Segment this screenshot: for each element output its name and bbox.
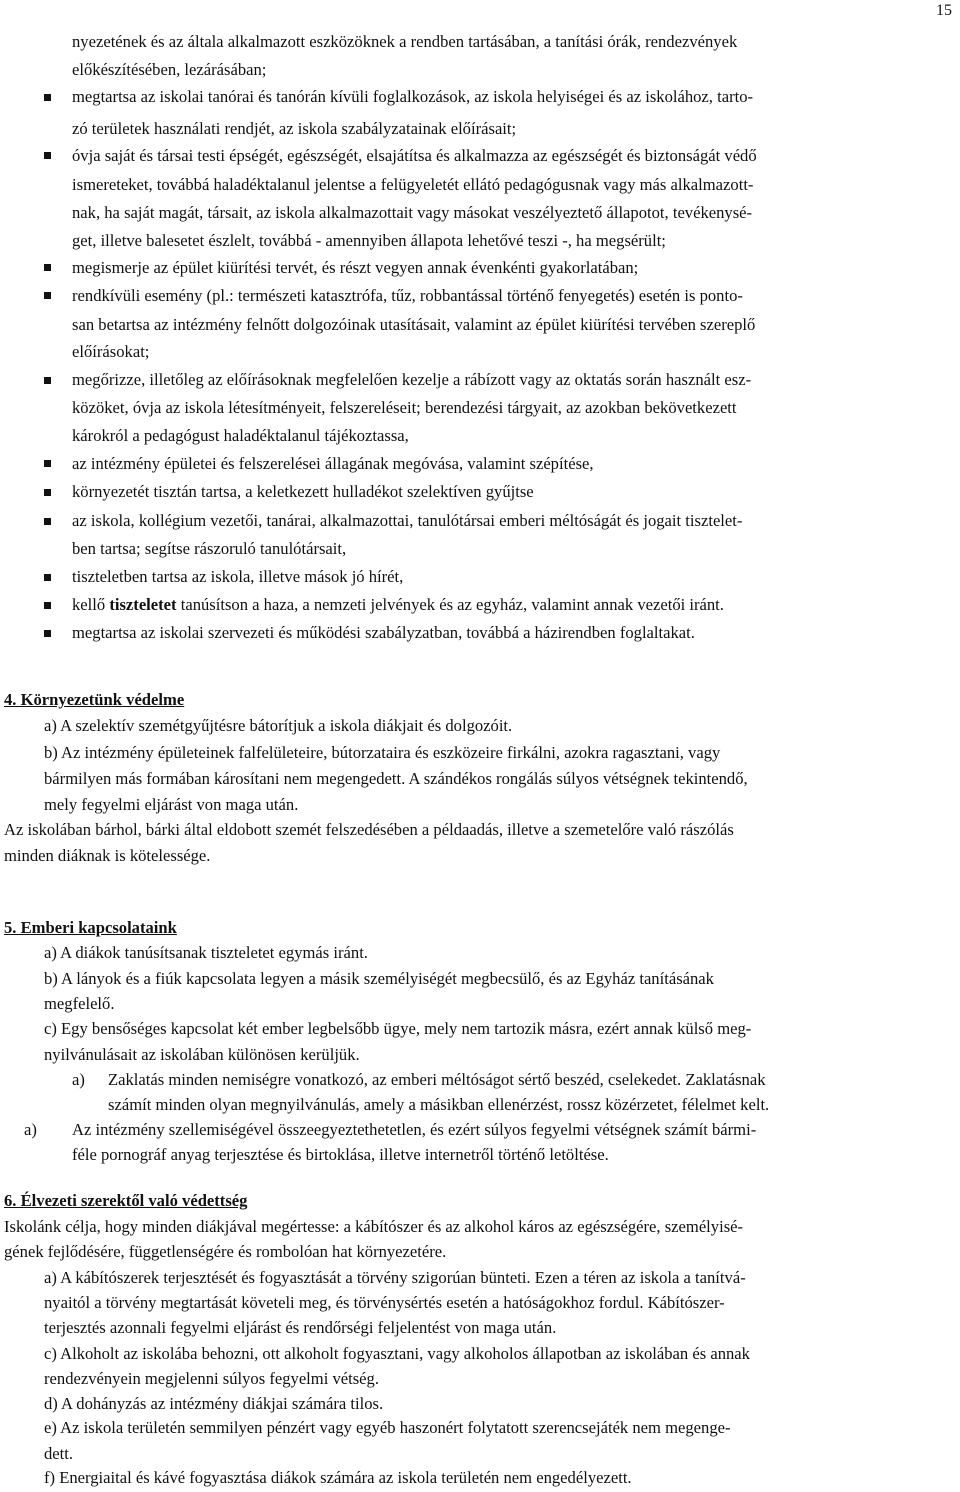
paragraph-line: számít minden olyan megnyilvánulás, amely a másikban ellenérzést, rossz közérzetet, félelmet kelt. — [108, 1095, 770, 1114]
list-line: az intézmény épületei és felszerelései állagának megóvása, valamint szépítése, — [72, 454, 594, 473]
paragraph-line: mely fegyelmi eljárást von maga után. — [44, 795, 299, 814]
list-line: tiszteletben tartsa az iskola, illetve mások jó hírét, — [72, 567, 404, 586]
list-line: ben tartsa; segítse rászoruló tanulótársait, — [72, 539, 347, 558]
respect-text-bold: tiszteletet — [109, 595, 177, 614]
bullet-marker — [44, 602, 51, 609]
paragraph-line: c) Alkoholt az iskolába behozni, ott alkoholt fogyasztani, vagy alkoholos állapotban az iskolában és annak — [44, 1344, 750, 1363]
paragraph-line: Zaklatás minden nemiségre vonatkozó, az emberi méltóságot sértő beszéd, cselekedet. Zaklatásnak — [108, 1070, 766, 1089]
list-line: környezetét tisztán tartsa, a keletkezett hulladékot szelektíven gyűjtse — [72, 482, 534, 501]
paragraph-line: dett. — [44, 1444, 74, 1463]
bullet-marker — [44, 264, 51, 271]
list-line: előírásokat; — [72, 342, 150, 361]
paragraph-line: f) Energiaital és kávé fogyasztása diákok számára az iskola területén nem engedélyezett. — [44, 1468, 632, 1487]
bullet-marker — [44, 574, 51, 581]
sub-item-marker: a) — [72, 1070, 85, 1089]
paragraph-line: terjesztés azonnali fegyelmi eljárást és rendőrségi feljelentést von maga után. — [44, 1318, 557, 1337]
respect-text-before: kellő — [72, 595, 110, 614]
paragraph-line: a) A szelektív szemétgyűjtésre bátorítjuk a iskola diákjait és dolgozóit. — [44, 716, 513, 735]
list-line: óvja saját és társai testi épségét, egészségét, elsajátítsa és alkalmazza az egészségét és biztonságát védő — [72, 146, 757, 165]
paragraph-line: Az iskolában bárhol, bárki által eldobott szemét felszedésében a példaadás, illetve a szemetelőre való rászólás — [4, 820, 734, 839]
bullet-marker — [44, 630, 51, 637]
list-line: megtartsa az iskolai tanórai és tanórán kívüli foglalkozások, az iskola helyiségei és az iskolához, tarto- — [72, 87, 754, 106]
paragraph-line: nyilvánulásait az iskolában különösen kerüljük. — [44, 1045, 360, 1064]
paragraph-line: b) Az intézmény épületeinek falfelületeire, bútorzataira és eszközeire firkálni, azokra ragasztani, vagy — [44, 743, 721, 762]
list-line: megtartsa az iskolai szervezeti és működési szabályzatban, továbbá a házirendben foglaltakat. — [72, 623, 695, 642]
section-heading: 6. Élvezeti szerektől való védettség — [4, 1191, 248, 1210]
paragraph-line: e) Az iskola területén semmilyen pénzért vagy egyéb haszonért folytatott szerencsejáték nem megenge- — [44, 1418, 731, 1437]
list-line: nak, ha saját magát, társait, az iskola alkalmazottait vagy másokat veszélyeztető állapotot, tevékenysé- — [72, 203, 753, 222]
list-line-respect — [72, 597, 724, 614]
paragraph-line: a) A diákok tanúsítsanak tiszteletet egymás iránt. — [44, 943, 368, 962]
bullet-marker — [44, 518, 51, 525]
paragraph-line: d) A dohányzás az intézmény diákjai számára tilos. — [44, 1394, 384, 1413]
bullet-marker — [44, 94, 51, 101]
list-line: közöket, óvja az iskola létesítményeit, felszereléseit; berendezési tárgyait, az azokban bekövetkezett — [72, 398, 737, 417]
list-line: megőrizze, illetőleg az előírásoknak megfelelően kezelje a rábízott vagy az oktatás során használt esz- — [72, 370, 752, 389]
paragraph-line: nyaitól a törvény megtartását követeli meg, és törvénysértés esetén a hatóságokhoz fordul. Kábítószer- — [44, 1293, 725, 1312]
bullet-marker — [44, 489, 51, 496]
list-line: nyezetének és az általa alkalmazott eszközöknek a rendben tartásában, a tanítási órák, rendezvények — [72, 32, 738, 51]
respect-text-after: tanúsítson a haza, a nemzeti jelvények és az egyház, valamint annak vezetői iránt. — [176, 595, 724, 614]
paragraph-line: bármilyen más formában károsítani nem megengedett. A szándékos rongálás súlyos vétségnek tekintendő, — [44, 769, 748, 788]
list-line: az iskola, kollégium vezetői, tanárai, alkalmazottai, tanulótársai emberi méltóságát és jogait tisztelet- — [72, 511, 743, 530]
paragraph-line: Iskolánk célja, hogy minden diákjával megértesse: a kábítószer és az alkohol káros az egészségére, személyisé- — [4, 1217, 744, 1236]
list-line: get, illetve balesetet észlelt, továbbá - amennyiben állapota lehetővé teszi -, ha megsérült; — [72, 231, 666, 250]
paragraph-line: megfelelő. — [44, 994, 115, 1013]
paragraph-line: c) Egy bensőséges kapcsolat két ember legbelsőbb ügye, mely nem tartozik másra, ezért annak külső meg- — [44, 1019, 752, 1038]
list-line: san betartsa az intézmény felnőtt dolgozóinak utasításait, valamint az épület kiürítési tervében szereplő — [72, 315, 756, 334]
paragraph-line: féle pornográf anyag terjesztése és birtoklása, illetve internetről történő letöltése. — [72, 1145, 609, 1164]
paragraph-line: Az intézmény szellemiségével összeegyeztethetetlen, és ezért súlyos fegyelmi vétségnek számít bármi- — [72, 1120, 757, 1139]
list-line: rendkívüli esemény (pl.: természeti katasztrófa, tűz, robbantással történő fenyegetés) esetén is ponto- — [72, 286, 743, 305]
paragraph-line: rendezvényein megjelenni súlyos fegyelmi vétség. — [44, 1369, 379, 1388]
list-line: zó területek használati rendjét, az iskola szabályzatainak előírásait; — [72, 119, 517, 138]
section-heading: 5. Emberi kapcsolataink — [4, 918, 177, 937]
paragraph-line: a) A kábítószerek terjesztését és fogyasztását a törvény szigorúan bünteti. Ezen a téren az iskola a tanítvá- — [44, 1268, 746, 1287]
bullet-marker — [44, 460, 51, 467]
paragraph-line: gének fejlődésére, függetlenségére és rombolóan hat környezetére. — [4, 1242, 447, 1261]
paragraph-line: b) A lányok és a fiúk kapcsolata legyen a másik személyiségét megbecsülő, és az Egyház tanításának — [44, 969, 714, 988]
section-heading: 4. Környezetünk védelme — [4, 690, 185, 709]
paragraph-line: minden diáknak is kötelessége. — [4, 846, 211, 865]
list-line: ismereteket, továbbá haladéktalanul jelentse a felügyeletét ellátó pedagógusnak vagy más alkalmazott- — [72, 175, 754, 194]
list-line: előkészítésében, lezárásában; — [72, 60, 267, 79]
bullet-marker — [44, 377, 51, 384]
sub-item-marker: a) — [24, 1120, 37, 1139]
bullet-marker — [44, 152, 51, 159]
page-number: 15 — [936, 2, 952, 19]
bullet-marker — [44, 292, 51, 299]
list-line: megismerje az épület kiürítési tervét, és részt vegyen annak évenkénti gyakorlatában; — [72, 258, 639, 277]
list-line: károkról a pedagógust haladéktalanul tájékoztassa, — [72, 426, 409, 445]
